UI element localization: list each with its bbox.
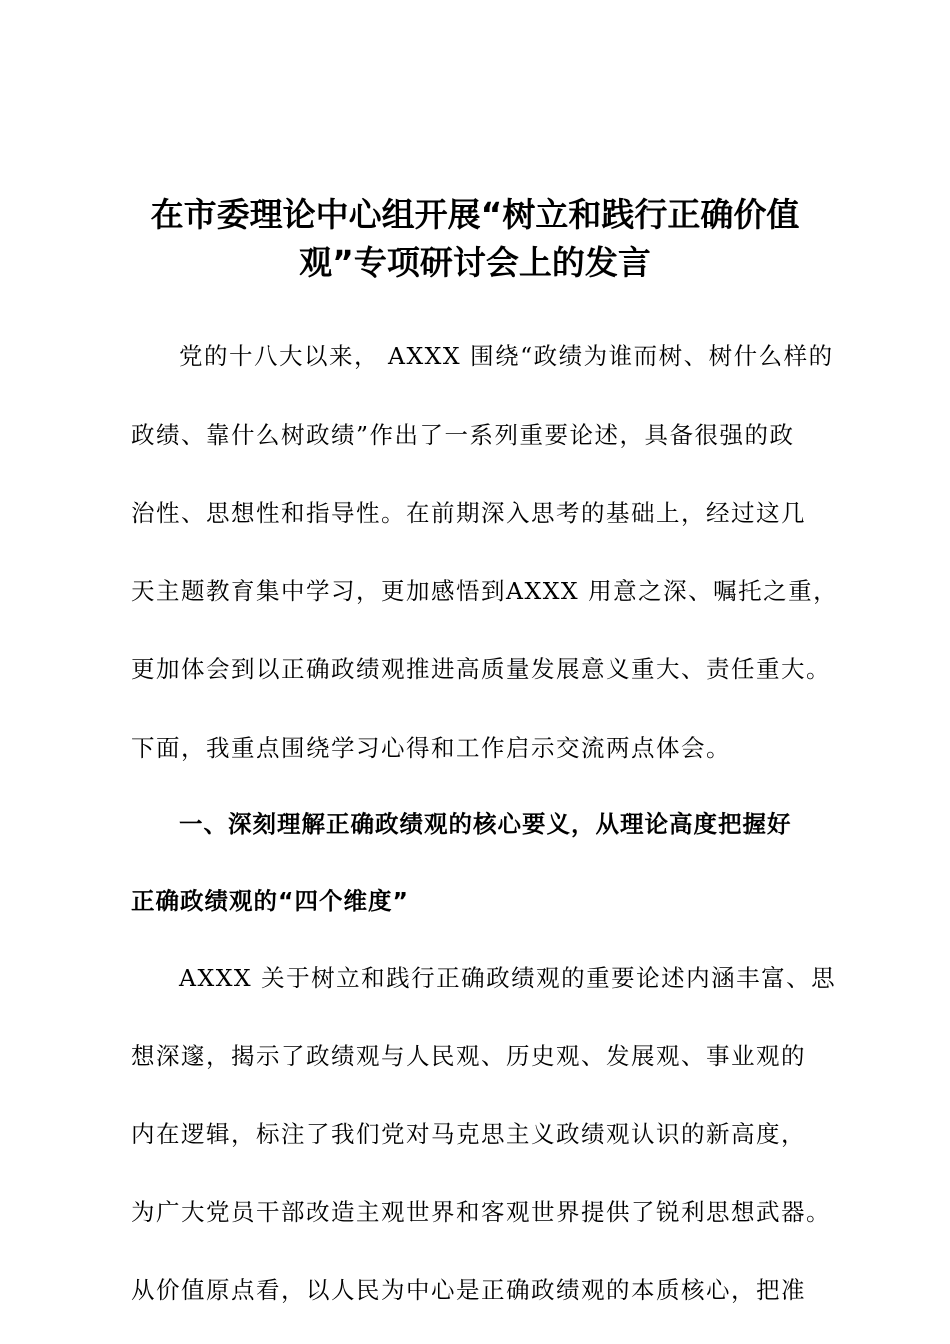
section-1-heading-line-1: 一、深刻理解正确政绩观的核心要义，从理论高度把握好 [179,810,792,838]
paragraph-2-line-4: 为广大党员干部改造主观世界和客观世界提供了锐利思想武器。 [131,1198,831,1226]
document-title-line-1: 在市委理论中心组开展“树立和践行正确价值 [150,195,800,234]
paragraph-2-line-2: 想深邃，揭示了政绩观与人民观、历史观、发展观、事业观的 [131,1042,806,1070]
paragraph-1-line-2: 政绩、靠什么树政绩”作出了一系列重要论述，具备很强的政 [131,421,795,449]
paragraph-2-line-5: 从价值原点看，以人民为中心是正确政绩观的本质核心，把准 [131,1276,806,1304]
paragraph-1-line-6: 下面，我重点围绕学习心得和工作启示交流两点体会。 [131,734,731,762]
paragraph-1-line-3: 治性、思想性和指导性。在前期深入思考的基础上，经过这几 [131,499,806,527]
paragraph-2-line-1: AXXX 关于树立和践行正确政绩观的重要论述内涵丰富、思 [179,964,837,992]
paragraph-1-line-5: 更加体会到以正确政绩观推进高质量发展意义重大、责任重大。 [131,655,831,683]
section-1-heading-line-2: 正确政绩观的“四个维度” [131,887,409,915]
paragraph-1-line-1: 党的十八大以来， AXXX 围绕“政绩为谁而树、树什么样的 [179,342,834,370]
document-title-line-2: 观”专项研讨会上的发言 [299,243,651,282]
paragraph-2-line-3: 内在逻辑，标注了我们党对马克思主义政绩观认识的新高度， [131,1120,806,1148]
paragraph-1-line-4: 天主题教育集中学习，更加感悟到AXXX 用意之深、嘱托之重， [131,577,839,605]
